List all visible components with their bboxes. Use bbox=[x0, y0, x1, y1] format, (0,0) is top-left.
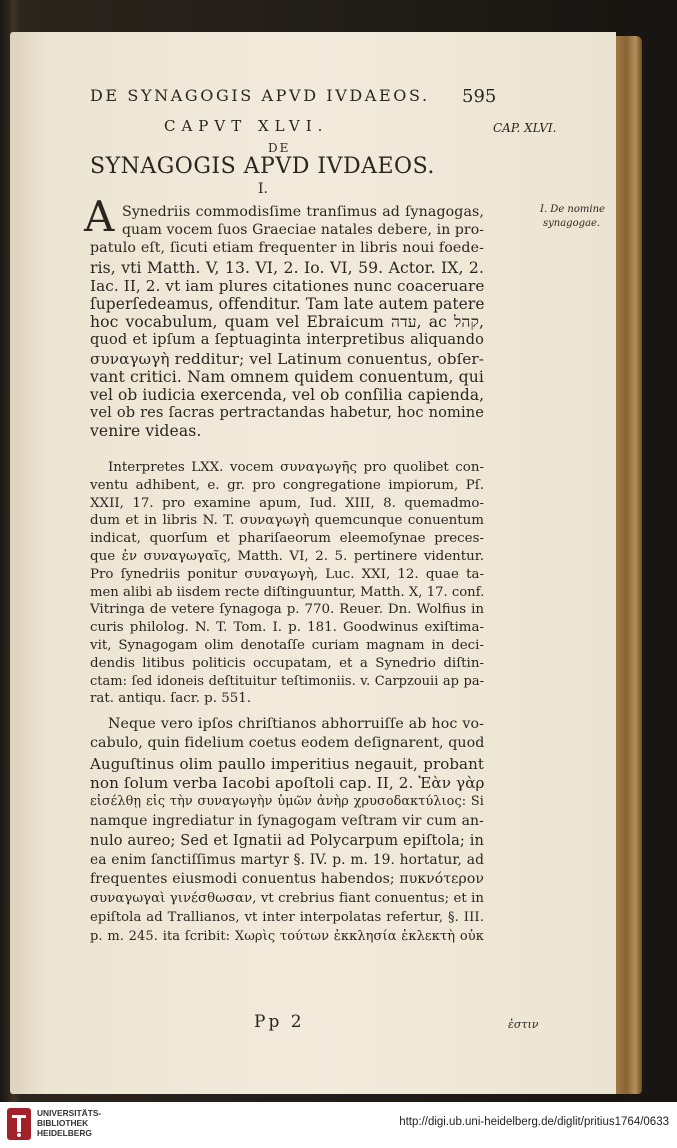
footnote-line: que ἐν συναγωγαῖς, Matth. VI, 2. 5. pertinere videntur. bbox=[90, 549, 484, 564]
body-line: frequentes eiusmodi conuentus habendos; πυκνότερον bbox=[90, 871, 484, 888]
footnote-line: Interpretes LXX. vocem συναγωγῆς pro quolibet con- bbox=[108, 460, 484, 475]
body-line: vant critici. Nam omnem quidem conuentum, qui bbox=[90, 367, 484, 386]
footnote-line: dendis litibus politicis occupatam, et a Synedrio diſtin- bbox=[90, 655, 484, 671]
catchword: ἐστιν bbox=[508, 1018, 539, 1031]
body-line: Synedriis commodisſime tranſimus ad ſynagogas, bbox=[122, 204, 484, 220]
body-line: namque ingrediatur in ſynagogam veſtram vir cum an- bbox=[90, 813, 484, 829]
margin-note-2: synagogae. bbox=[543, 218, 601, 229]
signature-mark: Pp 2 bbox=[254, 1012, 305, 1032]
body-line: patulo eſt, ſicuti etiam frequenter in libris noui foede- bbox=[90, 240, 484, 257]
initial-letter: A bbox=[84, 192, 115, 241]
footnote-line: vit, Synagogam olim denotaſſe curiam magnam in deci- bbox=[90, 638, 484, 653]
footnote-line: curis philolog. N. T. Tom. I. p. 181. Goodwinus exiſtima- bbox=[90, 620, 484, 636]
footnote-line: ctam: ſed idoneis deſtituitur teſtimoniis. v. Carpzouii ap pa- bbox=[90, 673, 484, 689]
body-line: Auguſtinus olim paullo imperitius negauit, probant bbox=[90, 754, 484, 773]
footnote-line: ventu adhibent, e. gr. pro congregatione impiorum, Pſ. bbox=[90, 477, 484, 493]
page-edge bbox=[616, 36, 642, 1094]
body-line: Iac. II, 2. vt iam plures citationes nunc coaceruare bbox=[90, 276, 485, 295]
body-line: vel ob iudicia exercenda, vel ob conſilia capienda, bbox=[90, 386, 485, 404]
body-line: nulo aureo; Sed et Ignatii ad Polycarpum epiſtola; in bbox=[90, 832, 484, 850]
body-line: quam vocem ſuos Graeciae natales debere, in pro- bbox=[122, 222, 485, 239]
body-line: non ſolum verba Iacobi apoſtoli cap. II, 2. Ἐὰν γὰρ bbox=[90, 774, 485, 793]
chapter-caput: CAPVT XLVI. bbox=[164, 117, 329, 135]
footnote-line: Vitringa de vetere ſynagoga p. 770. Reuer. Dn. Wolfius in bbox=[90, 602, 484, 618]
body-line: quod et ipſum a ſeptuaginta interpretibus aliquando bbox=[90, 331, 484, 349]
page-number: 595 bbox=[462, 86, 497, 107]
margin-note-1: I. De nomine bbox=[540, 204, 605, 215]
body-line: ſuperſedeamus, offenditur. Tam late autem patere bbox=[90, 295, 485, 313]
library-name: UNIVERSITÄTS- BIBLIOTHEK HEIDELBERG bbox=[37, 1108, 102, 1138]
footnote-line: indicat, quorſum et phariſaeorum eleemoſynae preces- bbox=[90, 531, 484, 547]
footnote-line: XXII, 17. pro examine apum, Iud. XIII, 8. quemadmo- bbox=[90, 495, 484, 511]
body-line: εἰσέλθῃ εἰς τὴν συναγωγὴν ὑμῶν ἀνὴρ χρυσοδακτύλιος: Si bbox=[90, 793, 484, 809]
body-line: cabulo, quin fidelium coetus eodem deſignarent, quod bbox=[90, 735, 485, 752]
body-line: epiſtola ad Trallianos, vt inter interpolatas refertur, §. III. bbox=[90, 910, 484, 925]
section-number: I. bbox=[258, 181, 268, 197]
body-line: hoc vocabulum, quam vel Ebraicum עדה, ac קהל, bbox=[90, 313, 485, 332]
body-line: ea enim ſanctiſſimus martyr §. IV. p. m. 19. hortatur, ad bbox=[90, 851, 484, 868]
body-line: συναγωγαὶ γινέσθωσαν, vt crebrius fiant conuentus; et in bbox=[90, 890, 484, 906]
body-line: vel ob res ſacras pertractandas habetur, hoc nomine bbox=[90, 404, 484, 422]
running-title: DE SYNAGOGIS APVD IVDAEOS. bbox=[90, 86, 430, 105]
footnote-line: men alibi ab iisdem recte diſtinguuntur, Matth. X, 17. conf. bbox=[90, 584, 485, 600]
footnote-line: dum et in libris N. T. συναγωγὴ quemcunque conuentum bbox=[90, 513, 484, 529]
body-line: venire videas. bbox=[90, 422, 202, 441]
chapter-de: DE bbox=[268, 141, 291, 155]
body-line: συναγωγὴ redditur; vel Latinum conuentus, obſer- bbox=[90, 349, 484, 368]
body-line: ris, vti Matth. V, 13. VI, 2. Io. VI, 59. Actor. IX, 2. bbox=[90, 258, 484, 277]
chapter-title: SYNAGOGIS APVD IVDAEOS. bbox=[90, 154, 435, 179]
body-line: Neque vero ipſos chriſtianos abhorruiſſe ab hoc vo- bbox=[108, 716, 484, 732]
margin-chapter: CAP. XLVI. bbox=[493, 121, 557, 135]
page-url-link[interactable]: http://digi.ub.uni-heidelberg.de/diglit/pritius1764/0633 bbox=[399, 1116, 669, 1128]
body-line: p. m. 245. ita ſcribit: Χωρὶς τούτων ἐκκλησία ἐκλεκτὴ οὐκ bbox=[90, 929, 484, 945]
footnote-line: rat. antiqu. ſacr. p. 551. bbox=[90, 691, 252, 707]
footnote-line: Pro ſynedriis ponitur συναγωγὴ, Luc. XXI, 12. quae ta- bbox=[90, 566, 484, 582]
university-seal-icon bbox=[6, 1107, 32, 1141]
